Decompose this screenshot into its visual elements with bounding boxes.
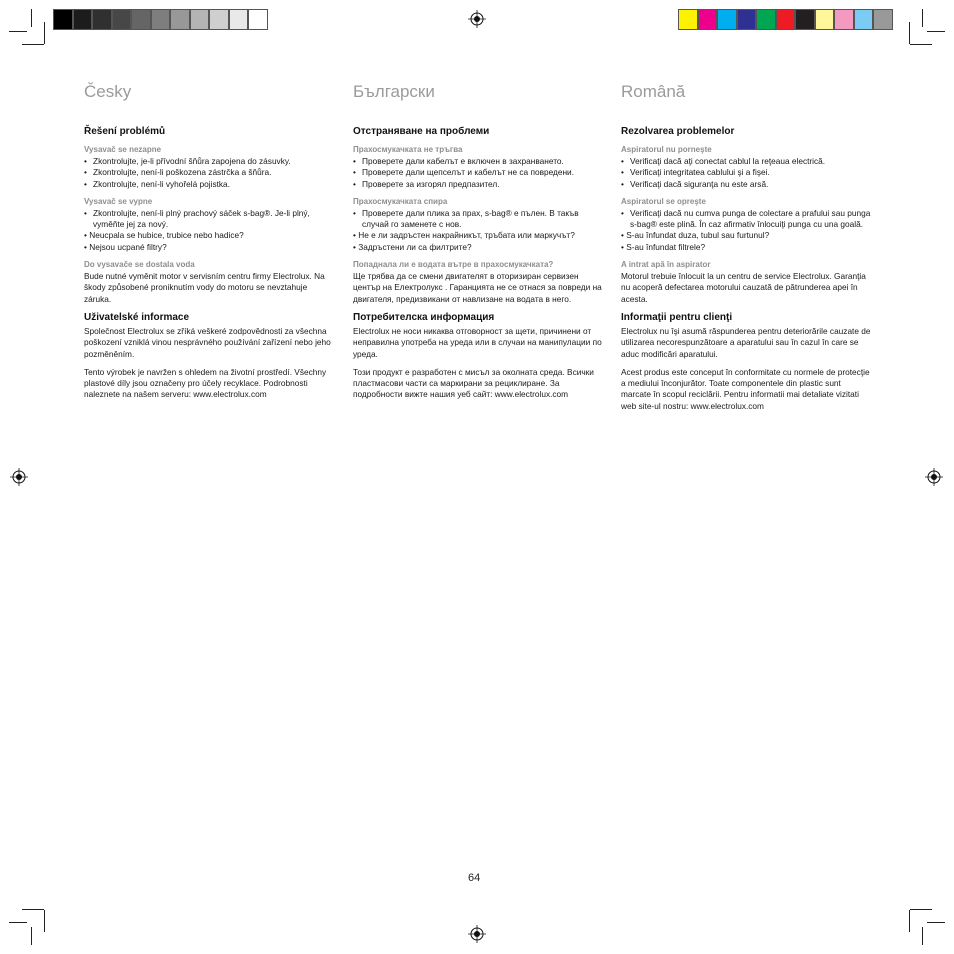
- language-heading: Română: [621, 82, 686, 101]
- list-item: • Verificaţi dacă nu cumva punga de colectare a prafului sau punga s-bag® este plină. În caz afirmativ înlocuiţi punga cu una goală.: [621, 208, 873, 231]
- column-czech: [84, 82, 336, 401]
- registration-mark-icon: [10, 468, 28, 486]
- list-item: • Проверете дали плика за прах, s-bag® е пълен. В такъв случай го заменете с нов.: [353, 208, 605, 231]
- paragraph: Electrolux nu îşi asumă răspunderea pentru deteriorările cauzate de utilizarea necorespunzătoare a aparatului sau în cazul în care se aduc modificări aparatului.: [621, 325, 871, 359]
- color-swatch: [151, 9, 171, 30]
- color-swatch: [717, 9, 737, 30]
- column-bulgarian: [353, 82, 605, 401]
- color-swatch: [873, 9, 893, 30]
- list-item: • Zkontrolujte, není-li poškozena zástrčka a šňůra.: [84, 167, 336, 178]
- bullet-list: [621, 156, 873, 190]
- bullet-list: [621, 208, 873, 253]
- crop-mark: [9, 31, 27, 32]
- list-item: • Проверете дали щепселът и кабелът не са повредени.: [353, 167, 605, 178]
- color-swatch: [131, 9, 151, 30]
- page-number: 64: [468, 872, 481, 884]
- subheading: Vysavač se vypne: [84, 196, 153, 206]
- color-swatch: [170, 9, 190, 30]
- registration-mark-icon: [468, 10, 486, 28]
- subheading: Прахосмукачката спира: [353, 196, 448, 206]
- crop-mark: [22, 909, 44, 910]
- color-swatch: [795, 9, 815, 30]
- list-item: • Nejsou ucpané filtry?: [84, 241, 167, 252]
- language-heading: Български: [353, 82, 435, 101]
- crop-mark: [909, 22, 910, 44]
- column-romanian: [621, 82, 873, 412]
- paragraph: Motorul trebuie înlocuit la un centru de service Electrolux. Garanţia nu acoperă defectarea motorului cauzată de pătrunderea apei în acesta.: [621, 271, 866, 304]
- subheading: Vysavač se nezapne: [84, 145, 162, 154]
- color-swatch: [776, 9, 796, 30]
- color-swatch: [854, 9, 874, 30]
- list-item: • S-au înfundat duza, tubul sau furtunul?: [621, 230, 770, 241]
- crop-mark: [22, 44, 44, 45]
- color-swatch: [698, 9, 718, 30]
- color-swatch: [209, 9, 229, 30]
- crop-mark: [909, 910, 910, 932]
- paragraph: Electrolux не носи никаква отговорност за щети, причинени от неправилна употреба на уреда или в случаи на манипулации по уреда.: [353, 325, 602, 359]
- list-item: • Проверете дали кабелът е включен в захранването.: [353, 156, 605, 167]
- color-swatch: [815, 9, 835, 30]
- list-item: • Verificaţi dacă siguranţa nu este arsă.: [621, 179, 873, 190]
- paragraph: Tento výrobek je navržen s ohledem na životní prostředí. Všechny plastové díly jsou označeny pro účely recyklace. Podrobnosti naleznete na našem serveru: www.electrolux.com: [84, 366, 327, 400]
- bullet-list: [84, 156, 336, 190]
- color-swatch: [53, 9, 73, 30]
- section-heading: Uživatelské informace: [84, 311, 190, 323]
- list-item: • Zkontrolujte, není-li vyhořelá pojistka.: [84, 179, 336, 190]
- paragraph: Този продукт е разработен с мисъл за околната среда. Всички пластмасови части са маркирани за рециклиране. За подробности вижте нашия уеб сайт: www.electrolux.com: [353, 366, 594, 400]
- color-swatch: [112, 9, 132, 30]
- subheading: Aspiratorul nu porneşte: [621, 145, 712, 154]
- crop-mark: [922, 927, 923, 945]
- registration-mark-icon: [468, 925, 486, 943]
- section-heading: Отстраняване на проблеми: [353, 126, 490, 137]
- color-swatch: [229, 9, 249, 30]
- bullet-list: [84, 208, 336, 253]
- crop-mark: [44, 910, 45, 932]
- bullet-list: [353, 208, 605, 253]
- color-swatch: [834, 9, 854, 30]
- crop-mark: [31, 9, 32, 27]
- section-heading: Потребителска информация: [353, 311, 495, 323]
- list-item: • Задръстени ли са филтрите?: [353, 241, 472, 252]
- section-heading: Informaţii pentru clienţi: [621, 311, 733, 323]
- grayscale-bar: [53, 9, 268, 30]
- paragraph: Ще трябва да се смени двигателят в оторизиран сервизен център на Електролукс . Гаранцията не се отнася за повреди на двигателя, предизвикани от навлизане на водата в него.: [353, 271, 602, 304]
- paragraph: Acest produs este conceput în conformitate cu normele de protecţie a mediului înconjurător. Toate componentele din plastic sunt marcate în scopul reciclării. Pentru informatii mai detaliate vizitati web site-ul nostru: www.electrolux.com: [621, 366, 870, 411]
- color-swatch: [92, 9, 112, 30]
- color-swatch: [248, 9, 268, 30]
- color-swatch: [678, 9, 698, 30]
- section-heading: Rezolvarea problemelor: [621, 126, 735, 137]
- subheading: A intrat apă în aspirator: [621, 260, 711, 270]
- crop-mark: [922, 9, 923, 27]
- list-item: • Zkontrolujte, je-li přívodní šňůra zapojena do zásuvky.: [84, 156, 336, 167]
- color-swatch: [190, 9, 210, 30]
- paragraph: Společnost Electrolux se zříká veškeré zodpovědnosti za všechna poškození vzniklá vinou nesprávného používání zařízení nebo jeho pozměněním.: [84, 325, 331, 359]
- crop-mark: [927, 922, 945, 923]
- color-swatch: [73, 9, 93, 30]
- bullet-list: [353, 156, 605, 190]
- list-item: • Verificaţi dacă aţi conectat cablul la reţeaua electrică.: [621, 156, 873, 167]
- language-heading: Česky: [84, 82, 132, 101]
- color-bar: [678, 9, 893, 30]
- color-swatch: [756, 9, 776, 30]
- list-item: • Zkontrolujte, není-li plný prachový sáček s-bag®. Je-li plný, vyměňte jej za nový.: [84, 208, 336, 231]
- color-swatch: [737, 9, 757, 30]
- subheading: Попаднала ли е водата вътре в прахосмукачката?: [353, 260, 554, 270]
- crop-mark: [927, 31, 945, 32]
- list-item: • Не е ли задръстен накрайникът, тръбата или маркучът?: [353, 230, 575, 241]
- subheading: Do vysavače se dostala voda: [84, 260, 195, 270]
- list-item: • Проверете за изгорял предпазител.: [353, 179, 605, 190]
- list-item: • Neucpala se hubice, trubice nebo hadice?: [84, 230, 244, 241]
- subheading: Aspiratorul se opreşte: [621, 196, 706, 206]
- paragraph: Bude nutné vyměnit motor v servisním centru firmy Electrolux. Na škody způsobené proniknutím vody do motoru se nevztahuje záruka.: [84, 271, 325, 304]
- crop-mark: [44, 22, 45, 44]
- crop-mark: [910, 909, 932, 910]
- list-item: • S-au înfundat filtrele?: [621, 241, 706, 252]
- crop-mark: [9, 922, 27, 923]
- crop-mark: [31, 927, 32, 945]
- list-item: • Verificaţi integritatea cablului şi a fişei.: [621, 167, 873, 178]
- registration-mark-icon: [925, 468, 943, 486]
- crop-mark: [910, 44, 932, 45]
- subheading: Прахосмукачката не тръгва: [353, 145, 463, 154]
- section-heading: Řešení problémů: [84, 126, 166, 137]
